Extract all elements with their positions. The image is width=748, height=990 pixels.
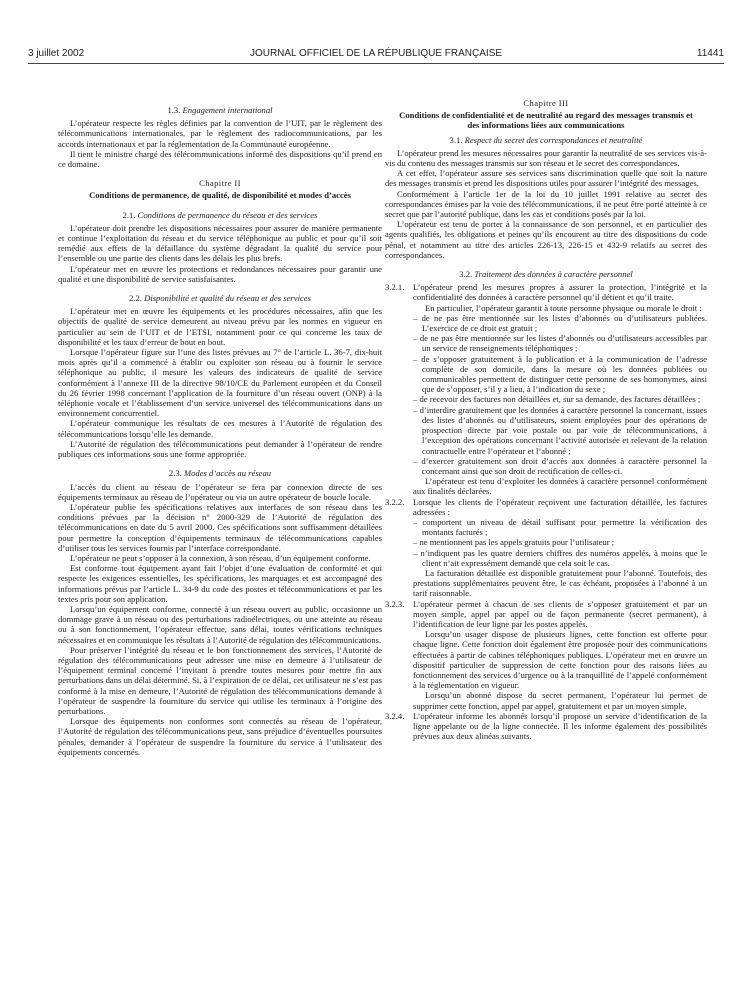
section-heading-2-1: 2.1. Conditions de permanence du réseau et des services [122, 209, 318, 220]
paragraph: Pour préserver l’intégrité du réseau et le bon fonctionnement des services, l’Autorité de régulation des télécommunications peut adresser une mise en demeure à l’utilisateur de l’équipement terminal concerné l’invitant à prendre toutes mesures pour mettre fin aux perturbations dans un délai déterminé. Si, à l’expiration de ce délai, cet utilisateur ne s’est pas conformé à la mise en demeure, l’Autorité de régulation des télécommunications demande à l’opérateur de suspendre la fourniture du service qui utilise les terminaux à l’origine des perturbations. [58, 644, 382, 716]
invoice-list [413, 517, 707, 568]
numbered-clause-3-2-2 [385, 497, 707, 599]
chapter-title: Conditions de permanence, de qualité, de disponibilité et modes d’accès [89, 190, 351, 201]
clause-number: 3.2.3. [385, 598, 405, 609]
list-item: – d’exercer gratuitement son droit d’accès aux données à caractère personnel la concernant ainsi que son droit de rectification de celles-ci. [413, 455, 707, 476]
section-heading-2-3: 2.3. Modes d’accès au réseau [168, 468, 272, 479]
list-item: – de ne pas être mentionnée sur les listes d’abonnés ou d’utilisateurs accessibles par un service de renseignements téléphoniques ; [413, 333, 707, 354]
numbered-clause-3-2-3 [385, 599, 707, 711]
paragraph: L’opérateur communique les résultats de ces mesures à l’Autorité de régulation des télécommunications lorsqu’elle les demande. [58, 418, 382, 439]
paragraph: La facturation détaillée est disponible gratuitement pour l’abonné. Toutefois, des prestations supplémentaires peuvent être, le cas échéant, proposées à l’abonné à un tarif raisonnable. [413, 567, 707, 599]
paragraph: Lorsqu’un abonné dispose du secret permanent, l’opérateur lui permet de supprimer cette fonction, appel par appel, gratuitement et par un moyen simple. [413, 690, 707, 711]
paragraph: L’Autorité de régulation des télécommunications peut demander à l’opérateur de rendre publiques ces informations sous une forme appropriée. [58, 438, 382, 460]
clause-number: 3.2.2. [385, 496, 405, 507]
numbered-clause-3-2-1 [385, 282, 707, 496]
paragraph: Conformément à l’article 1er de la loi du 10 juillet 1991 relative au secret des correspondances émises par la voie des télécommunications, il ne peut être porté atteinte à ce secret que par l’autorité publique, dans les cas et conditions posés par la loi. [385, 188, 707, 220]
paragraph: Lorsqu’un usager dispose de plusieurs lignes, cette fonction est offerte pour chaque ligne. Cette fonction doit également être proposée pour des communications effectuées à partir de cabines téléphoniques publiques. L’opérateur met en œuvre un dispositif particulier de suppression de cette fonction pour des raisons liées au fonctionnement des services d’urgence ou à la tranquillité de l’appelé conformément à la réglementation en vigueur. [413, 629, 707, 691]
chapter-label: Chapitre III [523, 98, 569, 108]
paragraph: L’opérateur met en œuvre les protections et redondances nécessaires pour garantir une qualité et une disponibilité de service satisfaisantes. [58, 263, 382, 284]
paragraph: Lorsque des équipements non conformes sont connectés au réseau de l’opérateur, l’Autorité de régulation des télécommunications peut, sans préjudice d’éventuelles poursuites pénales, demander à l’opérateur de suspendre la fourniture du service à l’utilisateur des équipements concernés. [58, 716, 382, 757]
paragraph: L’accès du client au réseau de l’opérateur se fera par connexion directe de ses équipements terminaux au réseau de l’opérateur ou via un autre opérateur de boucle locale. [58, 481, 382, 502]
paragraph: L’opérateur permet à chacun de ses clients de s’opposer gratuitement et par un moyen simple, appel par appel ou de façon permanente (secret permanent), à l’identification de leur ligne par les postes appelés. [413, 598, 707, 629]
clause-number: 3.2.4. [385, 710, 405, 721]
list-item: – de recevoir des factures non détaillées et, sur sa demande, des factures détaillées ; [413, 394, 701, 405]
list-item: – de ne pas être mentionnée sur les listes d’abonnés ou d’utilisateurs publiées. L’exercice de ce droit est gratuit ; [413, 312, 707, 334]
list-item: – ne mentionnent pas les appels gratuits pour l’utilisateur ; [413, 537, 615, 548]
paragraph: L’opérateur est tenu de porter à la connaissance de son personnel, et en particulier des agents qualifiés, les obligations et peines qu’ils encourent au titre des dispositions du code pénal, et notamment au titre des articles 226-13, 226-15 et 432-9 relatifs au secret des correspondances. [385, 219, 707, 260]
paragraph: L’opérateur doit prendre les dispositions nécessaires pour assurer de manière permanente et continue l’exploitation du réseau et du service téléphonique au public et pour qu’il soit remédié aux effets de la défaillance du système dégradant la qualité du service pour l’ensemble ou une partie des clients dans les délais les plus brefs. [58, 222, 382, 264]
section-heading-1-3: 1.3. Engagement international [167, 105, 273, 115]
list-item: – comportent un niveau de détail suffisant pour permettre la vérification des montants facturés ; [413, 516, 707, 538]
paragraph: L’opérateur prend les mesures propres à assurer la protection, l’intégrité et la confidentialité des données à caractère personnel qu’il détient et qu’il traite. [413, 282, 707, 303]
chapter-title: Conditions de confidentialité et de neutralité au regard des messages transmis et des informations liées aux communications [399, 110, 693, 131]
paragraph: En particulier, l’opérateur garantit à toute personne physique ou morale le droit : [425, 302, 702, 313]
paragraph: L’opérateur publie les spécifications relatives aux interfaces de son réseau dans les conditions prévues par la décision n° 2000-329 de l’Autorité de régulation des télécommunications en date du 5 avril 2000. Ces spécifications sont suffisamment détaillées pour permettre la conception d’équipements terminaux de télécommunications capables d’utiliser tous les services fournis par l’interface correspondante. [58, 501, 382, 553]
section-heading-2-2: 2.2. Disponibilité et qualité du réseau et des services [129, 293, 311, 304]
paragraph: Lorsqu’un équipement conforme, connecté à un réseau ouvert au public, occasionne un dommage grave à un réseau ou des perturbations radioélectriques, ou une atteinte au réseau ou à son fonctionnement, l’opérateur effectue, sans délai, toutes vérifications techniques nécessaires et en communique les résultats à l’Autorité de régulation des télécommunications. [58, 603, 382, 645]
header-rule [28, 63, 724, 64]
numbered-clause-3-2-4 [385, 711, 707, 742]
paragraph: Lorsque les clients de l’opérateur reçoivent une facturation détaillée, les factures adressées : [413, 496, 707, 517]
paragraph: L’opérateur prend les mesures nécessaires pour garantir la neutralité de ses services vis-à-vis du contenu des messages transmis sur son réseau et le secret des correspondances. [385, 147, 707, 169]
section-heading-3-2: 3.2. Traitement des données à caractère personnel [459, 269, 633, 280]
right-column [385, 96, 707, 741]
paragraph: L’opérateur est tenu d’exploiter les données à caractère personnel conformément aux finalités déclarées. [413, 476, 707, 497]
running-header [28, 48, 724, 62]
paragraph: Il tient le ministre chargé des télécommunications informé des dispositions qu’il prend en ce domaine. [58, 148, 382, 170]
paragraph: L’opérateur met en œuvre les équipements et les procédures nécessaires, afin que les objectifs de qualité de service demeurent au niveau prévu par les normes en vigueur en particulier au sein de l’UIT et de l’ETSI, notamment pour ce qui concerne les taux de disponibilité et les taux d’erreur de bout en bout. [58, 306, 382, 347]
paragraph: Lorsque l’opérateur figure sur l’une des listes prévues au 7° de l’article L. 36-7, dix-huit mois après qu’il a commencé à établir ou exploiter son réseau ou à fournir le service téléphonique au public, il mesure les valeurs des indicateurs de qualité de service conformément à l’annexe III de la directive 98/10/CE du Parlement européen et du Conseil du 26 février 1998 concernant l’application de la fourniture d’un réseau ouvert (ONP) à la téléphonie vocale et l’établissement d’un service universel des télécommunications dans un environnement concurrentiel. [58, 347, 382, 419]
paragraph: Est conforme tout équipement ayant fait l’objet d’une évaluation de conformité et qui respecte les exigences essentielles, les spécifications, les marquages et est accompagné des informations prévus par l’article L. 34-9 du code des postes et télécommunications et par les textes pris pour son application. [58, 563, 382, 604]
journal-title: JOURNAL OFFICIEL DE LA RÉPUBLIQUE FRANÇAISE [249, 48, 503, 59]
section-heading-3-1: 3.1. Respect du secret des correspondances et neutralité [449, 134, 643, 145]
list-item: – n’indiquent pas les quatre derniers chiffres des numéros appelés, à moins que le client n’ait expressément demandé que cela soit le cas. [413, 547, 707, 568]
paragraph: L’opérateur ne peut s’opposer à la connexion, à son réseau, d’un équipement conforme. [70, 552, 371, 563]
issue-date: 3 juillet 2002 [28, 48, 85, 59]
list-item: – de s’opposer gratuitement à la publication et à la communication de l’adresse complète de son domicile, dans la mesure où les données publiées ou communicables permettent de distinguer cette personne de ses homonymes, ainsi que de s’opposer, s’il y a lieu, à l’indication du sexe ; [413, 353, 707, 395]
paragraph: A cet effet, l’opérateur assure ses services sans discrimination quelle que soit la nature des messages transmis et prend les dispositions utiles pour assurer l’intégrité des messages. [385, 168, 707, 189]
paragraph: L’opérateur respecte les règles définies par la convention de l’UIT, par le règlement des télécommunications internationales, par le règlement des radiocommunications, par les accords internationaux et par la réglementation de la Communauté européenne. [58, 118, 382, 149]
rights-list [413, 313, 707, 476]
paragraph: L’opérateur informe les abonnés lorsqu’il propose un service d’identification de la ligne appelante ou de la ligne connectée. Il les informe également des possibilités prévues aux deux alinéas suivants. [413, 710, 707, 742]
clause-number: 3.2.1. [385, 282, 405, 293]
left-column [58, 96, 382, 757]
chapter-label: Chapitre II [199, 178, 241, 189]
page-number: 11441 [696, 48, 724, 59]
list-item: – d’interdire gratuitement que les données à caractère personnel la concernant, issues des listes d’abonnés ou d’utilisateurs, soient employées pour des opérations de prospection directe par voie postale ou par voie de télécommunications, à l’exception des opérations concernant l’activité autorisée et relevant de la relation contractuelle entre l’opérateur et l’abonné ; [413, 404, 707, 456]
